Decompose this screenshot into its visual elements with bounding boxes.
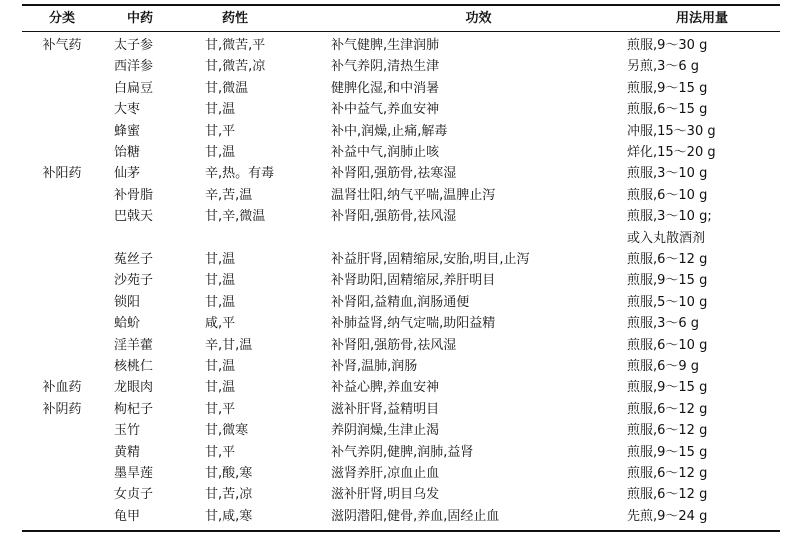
cell-usage: 煎服,6～12 g (627, 487, 708, 503)
cell-effect: 补肾,温肺,润肠 (331, 359, 418, 374)
cell-effect: 补肾阳,强筋骨,祛寒湿 (331, 166, 457, 182)
cell-usage: 煎服,6～12 g (627, 466, 708, 481)
cell-category (22, 484, 102, 506)
table-row (22, 442, 780, 464)
cell-effect: 补益心脾,养血安神 (331, 380, 440, 396)
table-row (22, 292, 780, 314)
cell-effect: 补肺益肾,纳气定喘,助阳益精 (331, 316, 496, 332)
cell-nature: 甘,温 (205, 102, 236, 118)
cell-category (22, 356, 102, 378)
cell-usage: 煎服,9～30 g (627, 38, 708, 53)
cell-herb: 大枣 (114, 102, 141, 118)
cell-nature (205, 228, 320, 250)
cell-usage: 另煎,3～6 g (627, 59, 700, 75)
cell-herb: 淫羊藿 (114, 337, 154, 353)
cell-category (22, 228, 102, 250)
cell-effect: 补气养阴,清热生津 (331, 59, 440, 75)
table-row (22, 356, 780, 378)
cell-category: 补血药 (42, 380, 82, 396)
cell-effect: 补气养阴,健脾,润肺,益肾 (331, 444, 474, 460)
cell-usage: 或入丸散酒剂 (627, 230, 706, 246)
cell-category (22, 270, 102, 292)
cell-nature: 甘,温 (205, 294, 236, 310)
cell-herb: 玉竹 (114, 423, 141, 439)
cell-effect: 补肾助阳,固精缩尿,养肝明目 (331, 273, 496, 289)
cell-category (22, 78, 102, 100)
table-row (22, 463, 780, 485)
cell-usage: 煎服,6～9 g (627, 359, 700, 374)
cell-usage: 煎服,6～10 g (627, 187, 708, 203)
table-row (22, 99, 780, 121)
cell-effect (331, 228, 626, 250)
cell-effect: 温肾壮阳,纳气平喘,温脾止泻 (331, 187, 496, 203)
cell-usage: 煎服,6～12 g (627, 423, 708, 439)
cell-herb: 黄精 (114, 444, 141, 460)
cell-herb (114, 228, 206, 250)
cell-effect: 补肾阳,益精血,润肠通便 (331, 294, 470, 310)
cell-effect: 补中,润燥,止痛,解毒 (331, 123, 448, 139)
table-row (22, 377, 780, 399)
table-row (22, 249, 780, 271)
cell-nature: 甘,温 (205, 145, 236, 160)
cell-usage: 煎服,9～15 g (627, 273, 708, 289)
cell-herb: 蛤蚧 (114, 316, 141, 332)
cell-nature: 辛,热。有毒 (205, 166, 275, 182)
cell-category (22, 185, 102, 207)
cell-usage: 煎服,6～12 g (627, 252, 708, 267)
cell-category: 补气药 (42, 38, 82, 53)
cell-nature: 甘,咸,寒 (205, 508, 253, 524)
bottom-rule (22, 530, 780, 532)
table-row (22, 313, 780, 335)
cell-category (22, 292, 102, 314)
cell-effect: 滋阴潜阳,健骨,养血,固经止血 (331, 508, 500, 524)
cell-nature: 咸,平 (205, 316, 236, 332)
table-row (22, 270, 780, 292)
cell-category (22, 420, 102, 442)
cell-nature: 甘,微寒 (205, 423, 249, 439)
cell-effect: 补益中气,润肺止咳 (331, 145, 440, 160)
cell-usage: 煎服,9～15 g (627, 444, 708, 460)
table-row (22, 399, 780, 421)
cell-herb: 龙眼肉 (114, 380, 154, 396)
cell-herb: 白扁豆 (114, 80, 154, 96)
cell-usage: 煎服,6～12 g (627, 401, 708, 417)
cell-category (22, 463, 102, 485)
cell-usage: 煎服,3～10 g (627, 166, 708, 182)
cell-nature: 甘,微温 (205, 80, 249, 96)
cell-herb: 菟丝子 (114, 252, 154, 267)
cell-herb: 枸杞子 (114, 401, 154, 417)
cell-category (22, 506, 102, 528)
cell-effect: 滋补肝肾,益精明目 (331, 401, 440, 417)
cell-herb: 巴戟天 (114, 209, 154, 225)
cell-nature: 甘,酸,寒 (205, 466, 253, 481)
cell-herb: 沙苑子 (114, 273, 154, 289)
cell-effect: 健脾化湿,和中消暑 (331, 80, 440, 96)
cell-nature: 甘,平 (205, 444, 236, 460)
table-row (22, 484, 780, 506)
header-rule (22, 31, 780, 32)
cell-usage: 煎服,9～15 g (627, 380, 708, 396)
cell-nature: 辛,苦,温 (205, 187, 253, 203)
cell-herb: 龟甲 (114, 508, 141, 524)
cell-nature: 甘,平 (205, 401, 236, 417)
cell-herb: 仙茅 (114, 166, 141, 182)
cell-category (22, 206, 102, 228)
table-row (22, 420, 780, 442)
cell-herb: 西洋参 (114, 59, 154, 75)
cell-effect: 滋补肝肾,明目乌发 (331, 487, 440, 503)
cell-nature: 甘,苦,凉 (205, 487, 253, 503)
table-row (22, 121, 780, 143)
cell-effect: 补益肝肾,固精缩尿,安胎,明目,止泻 (331, 252, 530, 267)
cell-nature: 甘,微苦,平 (205, 38, 266, 53)
cell-usage: 煎服,5～10 g (627, 294, 708, 310)
header-nature: 药性 (221, 11, 248, 26)
cell-category (22, 442, 102, 464)
cell-category (22, 249, 102, 271)
cell-effect: 补中益气,养血安神 (331, 102, 440, 118)
cell-effect: 补气健脾,生津润肺 (331, 38, 440, 53)
cell-herb: 太子参 (114, 38, 154, 53)
cell-category (22, 313, 102, 335)
table-row (22, 78, 780, 100)
cell-herb: 锁阳 (114, 294, 141, 310)
cell-usage: 煎服,3～6 g (627, 316, 700, 332)
header-usage: 用法用量 (675, 11, 728, 26)
table-row (22, 228, 780, 250)
cell-herb: 蜂蜜 (114, 123, 141, 139)
header-category: 分类 (48, 11, 75, 26)
cell-effect: 补肾阳,强筋骨,祛风湿 (331, 337, 457, 353)
cell-usage: 煎服,6～10 g (627, 337, 708, 353)
table-row (22, 506, 780, 528)
cell-usage: 煎服,6～15 g (627, 102, 708, 118)
cell-herb: 墨旱莲 (114, 466, 154, 481)
cell-herb: 饴糖 (114, 145, 141, 160)
cell-nature: 辛,甘,温 (205, 337, 253, 353)
cell-usage: 先煎,9～24 g (627, 508, 708, 524)
cell-usage: 冲服,15～30 g (627, 123, 716, 139)
table-row (22, 335, 780, 357)
cell-nature: 甘,平 (205, 123, 236, 139)
cell-nature: 甘,微苦,凉 (205, 59, 266, 75)
cell-category (22, 142, 102, 164)
cell-herb: 女贞子 (114, 487, 154, 503)
header-row (22, 8, 780, 30)
header-herb: 中药 (126, 11, 153, 26)
cell-nature: 甘,辛,微温 (205, 209, 266, 225)
herb-table (22, 4, 780, 532)
cell-category: 补阴药 (42, 401, 82, 417)
table-row (22, 206, 780, 228)
top-rule (22, 4, 780, 6)
cell-category (22, 335, 102, 357)
cell-usage: 烊化,15～20 g (627, 145, 716, 160)
cell-nature: 甘,温 (205, 252, 236, 267)
cell-nature: 甘,温 (205, 273, 236, 289)
table-row (22, 35, 780, 57)
cell-nature: 甘,温 (205, 359, 236, 374)
cell-effect: 养阴润燥,生津止渴 (331, 423, 440, 439)
table-row (22, 163, 780, 185)
cell-category (22, 121, 102, 143)
cell-usage: 煎服,3～10 g; (627, 209, 712, 225)
table-row (22, 185, 780, 207)
cell-effect: 滋肾养肝,凉血止血 (331, 466, 440, 481)
table-row (22, 56, 780, 78)
cell-nature: 甘,温 (205, 380, 236, 396)
cell-effect: 补肾阳,强筋骨,祛风湿 (331, 209, 457, 225)
cell-herb: 补骨脂 (114, 187, 154, 203)
cell-category (22, 99, 102, 121)
cell-category (22, 56, 102, 78)
cell-usage: 煎服,9～15 g (627, 80, 708, 96)
cell-category: 补阳药 (42, 166, 82, 182)
header-effect: 功效 (465, 11, 492, 26)
cell-herb: 核桃仁 (114, 359, 154, 374)
table-row (22, 142, 780, 164)
